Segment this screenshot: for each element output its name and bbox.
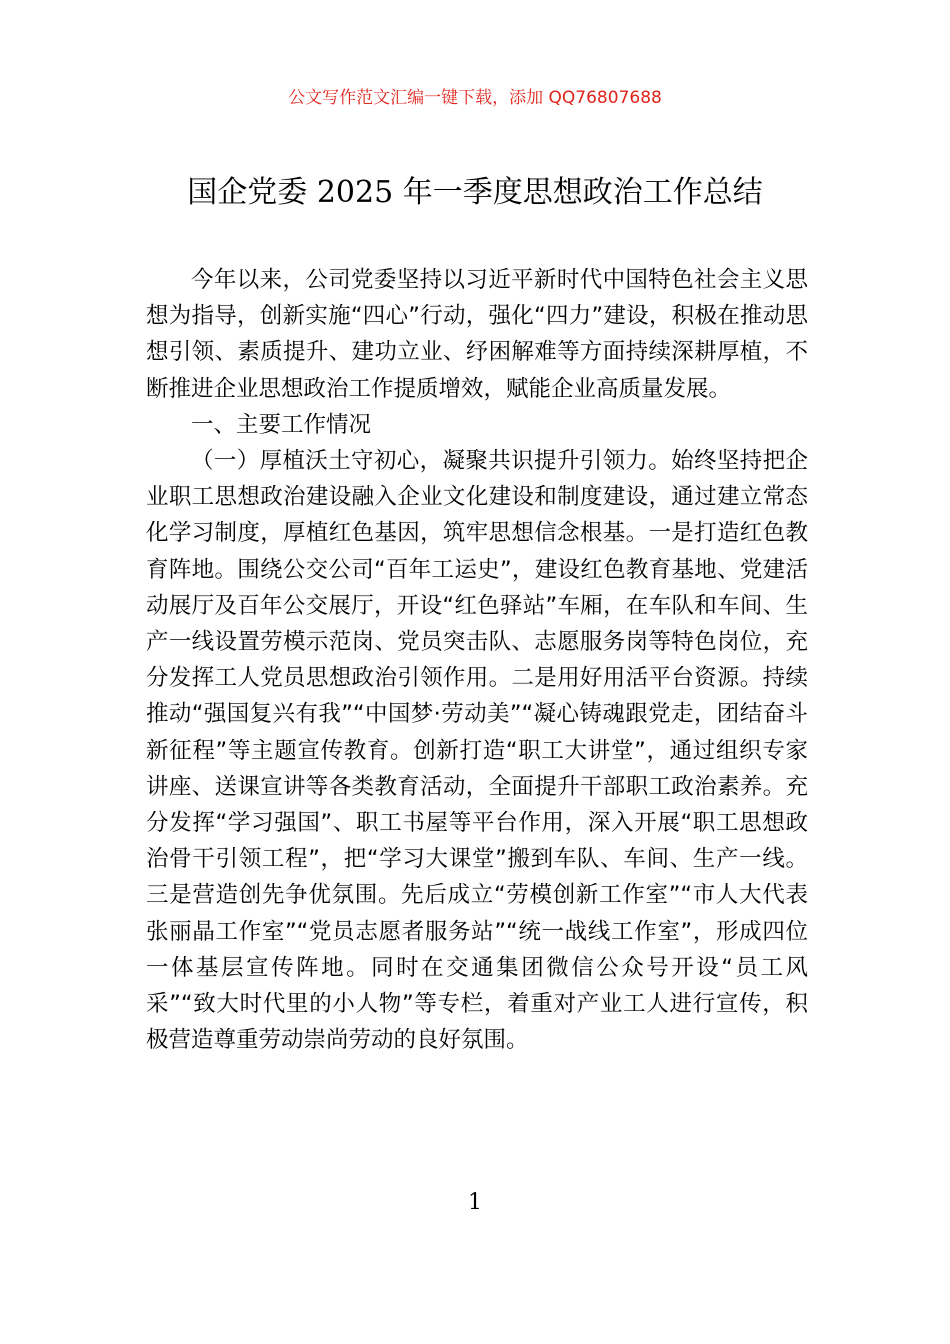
document-body [146,262,808,1058]
download-watermark: 公文写作范文汇编一键下载，添加 QQ76807688 [288,88,662,108]
body-paragraph: （一）厚植沃土守初心，凝聚共识提升引领力。始终坚持把企业职工思想政治建设融入企业文化建设和制度建设，通过建立常态化学习制度，厚植红色基因，筑牢思想信念根基。一是打造红色教育阵地。围绕公交公司“百年工运史”，建设红色教育基地、党建活动展厅及百年公交展厅，开设“红色驿站”车厢，在车队和车间、生产一线设置劳模示范岗、党员突击队、志愿服务岗等特色岗位，充分发挥工人党员思想政治引领作用。二是用好用活平台资源。持续推动“强国复兴有我”“中国梦·劳动美”“凝心铸魂跟党走，团结奋斗新征程”等主题宣传教育。创新打造“职工大讲堂”，通过组织专家讲座、送课宣讲等各类教育活动，全面提升干部职工政治素养。充分发挥“学习强国”、职工书屋等平台作用，深入开展“职工思想政治骨干引领工程”，把“学习大课堂”搬到车队、车间、生产一线。三是营造创先争优氛围。先后成立“劳模创新工作室”“市人大代表张丽晶工作室”“党员志愿者服务站”“统一战线工作室”，形成四位一体基层宣传阵地。同时在交通集团微信公众号开设“员工风采”“致大时代里的小人物”等专栏，着重对产业工人进行宣传，积极营造尊重劳动崇尚劳动的良好氛围。 [146,448,808,1054]
document-title: 国企党委 2025 年一季度思想政治工作总结 [187,175,763,210]
section-heading: 一、主要工作情况 [191,411,372,438]
intro-paragraph: 今年以来，公司党委坚持以习近平新时代中国特色社会主义思想为指导，创新实施“四心”行动，强化“四力”建设，积极在推动思想引领、素质提升、建功立业、纾困解难等方面持续深耕厚植，不断推进企业思想政治工作提质增效，赋能企业高质量发展。 [146,267,808,402]
page-number: 1 [468,1190,482,1215]
